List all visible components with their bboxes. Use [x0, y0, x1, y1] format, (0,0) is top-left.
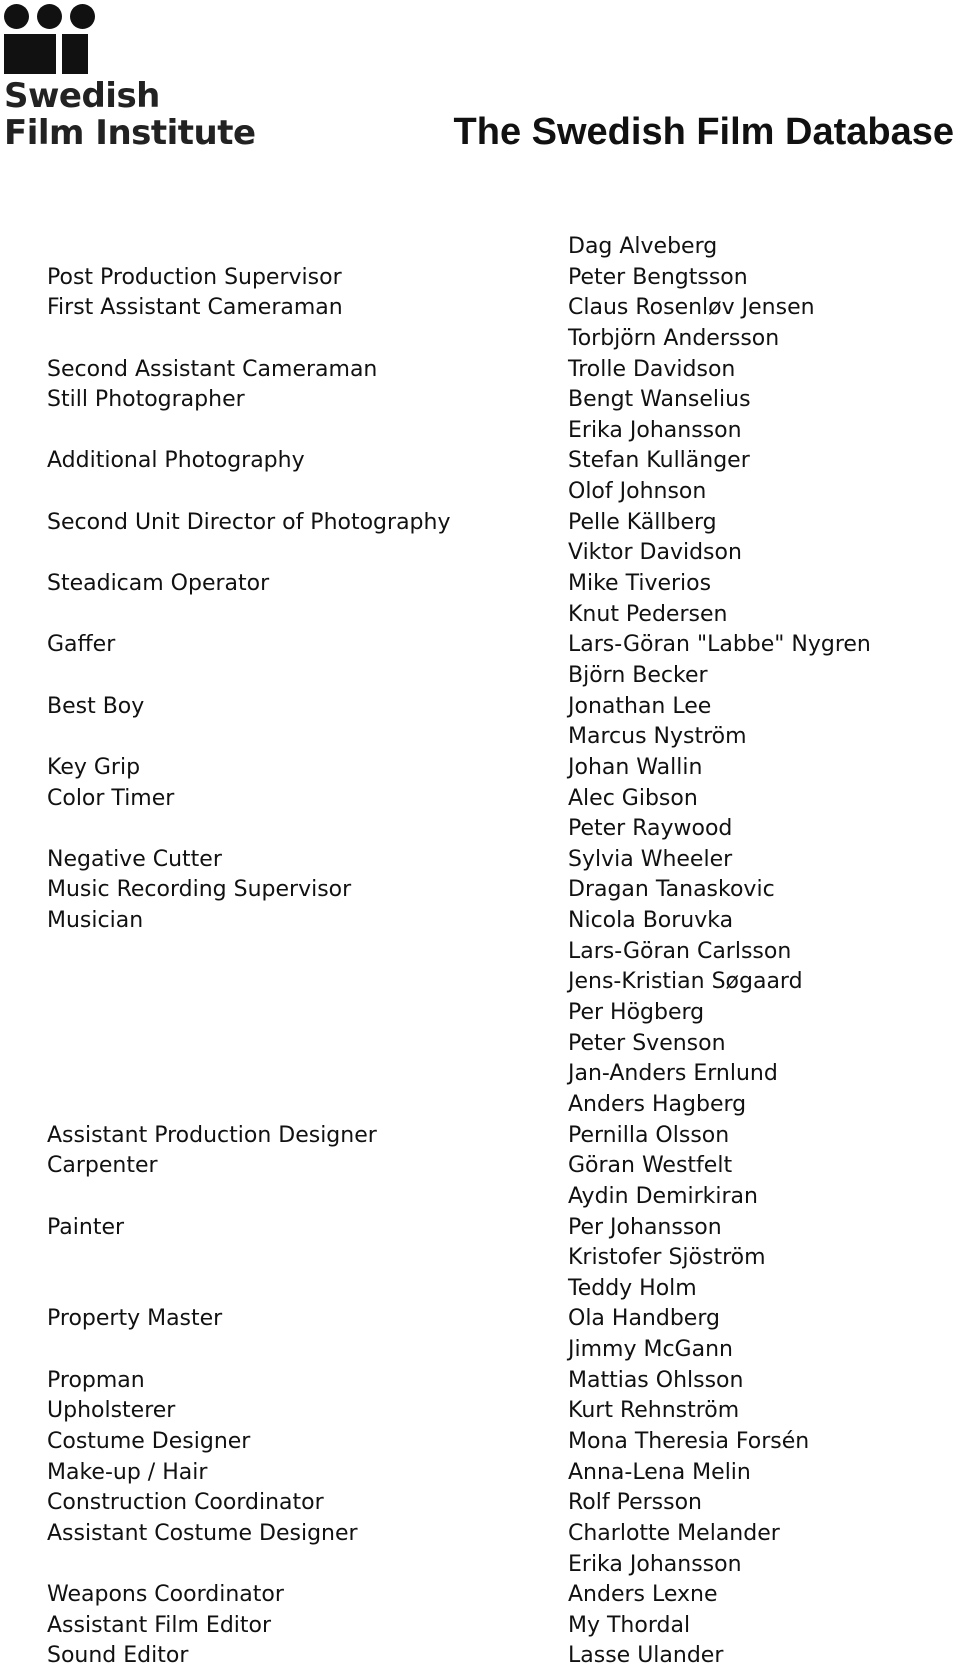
logo-mark: [4, 4, 96, 74]
credit-role: [47, 1029, 547, 1060]
credit-role: [47, 1550, 547, 1581]
credit-name: Erika Johansson: [568, 417, 742, 443]
credit-name: Marcus Nyström: [568, 724, 747, 750]
credit-role: [47, 538, 547, 569]
credit-name: Jan-Anders Ernlund: [568, 1061, 778, 1087]
credit-role: Propman: [47, 1367, 145, 1393]
credit-role: First Assistant Cameraman: [47, 295, 343, 321]
credit-role: Assistant Film Editor: [47, 1612, 272, 1638]
page-title: The Swedish Film Database: [453, 111, 954, 153]
credit-role: Painter: [47, 1214, 125, 1240]
credit-name: Jens-Kristian Søgaard: [568, 969, 803, 995]
credit-role: Make-up / Hair: [47, 1459, 208, 1485]
credit-role: Negative Cutter: [47, 846, 222, 872]
credit-name: Dragan Tanaskovic: [568, 877, 775, 903]
credit-role: [47, 1274, 547, 1305]
credit-role: [47, 232, 547, 263]
credit-name: Nicola Boruvka: [568, 908, 734, 934]
credit-name: Peter Raywood: [568, 816, 733, 842]
credit-name: Viktor Davidson: [568, 540, 742, 566]
credit-name: Mona Theresia Forsén: [568, 1428, 810, 1454]
credit-role: Sound Editor: [47, 1643, 189, 1669]
swedish-film-institute-logo: [4, 4, 256, 154]
credit-roles-column: [47, 232, 547, 1672]
credit-role: Post Production Supervisor: [47, 264, 342, 290]
credit-name: Göran Westfelt: [568, 1153, 733, 1179]
credit-name: Lars-Göran Carlsson: [568, 938, 792, 964]
credit-name: Dag Alveberg: [568, 234, 718, 259]
credit-role: Upholsterer: [47, 1398, 176, 1424]
credit-name: Mattias Ohlsson: [568, 1367, 744, 1393]
credit-name: Kurt Rehnström: [568, 1398, 740, 1424]
credit-name: Torbjörn Andersson: [568, 325, 780, 351]
credit-name: Erika Johansson: [568, 1551, 742, 1577]
credit-role: Construction Coordinator: [47, 1490, 324, 1516]
credit-role: [47, 1243, 547, 1274]
credit-role: [47, 967, 547, 998]
credit-role: Second Unit Director of Photography: [47, 509, 451, 535]
credit-name: Charlotte Melander: [568, 1520, 780, 1546]
credit-role: [47, 1090, 547, 1121]
credit-role: Assistant Production Designer: [47, 1122, 377, 1148]
credit-role: [47, 722, 547, 753]
credit-name: Trolle Davidson: [568, 356, 736, 382]
credit-names-column: [568, 232, 958, 1672]
credit-role: [47, 814, 547, 845]
credit-name: Lasse Ulander: [568, 1643, 724, 1669]
logo-line-2: Film Institute: [4, 113, 256, 153]
credit-role: Best Boy: [47, 693, 145, 719]
credit-role: [47, 937, 547, 968]
credit-role: [47, 1059, 547, 1090]
credit-name: Jonathan Lee: [568, 693, 712, 719]
logo-wordmark: [4, 78, 256, 152]
credit-name: Lars-Göran "Labbe" Nygren: [568, 632, 871, 658]
credit-role: [47, 416, 547, 447]
credit-name: Claus Rosenløv Jensen: [568, 295, 815, 321]
credit-name: Peter Bengtsson: [568, 264, 748, 290]
credit-name: Teddy Holm: [568, 1275, 697, 1301]
credit-name: Per Johansson: [568, 1214, 722, 1240]
credit-role: [47, 477, 547, 508]
credit-role: [47, 1335, 547, 1366]
credit-name: Stefan Kullänger: [568, 448, 750, 474]
credit-role: Assistant Costume Designer: [47, 1520, 358, 1546]
credit-role: Music Recording Supervisor: [47, 877, 352, 903]
credit-name: Alec Gibson: [568, 785, 698, 811]
credit-role: [47, 1182, 547, 1213]
credit-role: Color Timer: [47, 785, 175, 811]
credit-role: Second Assistant Cameraman: [47, 356, 378, 382]
credit-name: Peter Svenson: [568, 1030, 726, 1056]
credit-name: Anders Hagberg: [568, 1091, 747, 1117]
credit-role: [47, 998, 547, 1029]
credit-name: Kristofer Sjöström: [568, 1245, 766, 1271]
credit-role: Steadicam Operator: [47, 571, 270, 597]
credit-name: Bengt Wanselius: [568, 387, 751, 413]
credit-role: Property Master: [47, 1306, 223, 1332]
credit-name: Mike Tiverios: [568, 571, 712, 597]
credit-name: My Thordal: [568, 1612, 691, 1638]
credit-name: Anders Lexne: [568, 1582, 718, 1608]
logo-line-1: Swedish: [4, 76, 160, 116]
credit-name: Per Högberg: [568, 1000, 705, 1026]
credit-name: Anna-Lena Melin: [568, 1459, 751, 1485]
credit-role: Gaffer: [47, 632, 116, 658]
credit-name: Olof Johnson: [568, 479, 707, 505]
credit-role: Carpenter: [47, 1153, 158, 1179]
credit-role: Key Grip: [47, 754, 141, 780]
credit-name: Ola Handberg: [568, 1306, 720, 1332]
credit-name: Sylvia Wheeler: [568, 846, 733, 872]
credit-role: [47, 324, 547, 355]
credit-name: Pelle Källberg: [568, 509, 717, 535]
credit-role: [47, 600, 547, 631]
credit-role: Additional Photography: [47, 448, 305, 474]
credit-name: Pernilla Olsson: [568, 1122, 730, 1148]
credit-role: Musician: [47, 908, 144, 934]
credit-name: Johan Wallin: [568, 754, 703, 780]
credit-role: Weapons Coordinator: [47, 1582, 284, 1608]
credit-name: Aydin Demirkiran: [568, 1183, 758, 1209]
credit-role: [47, 661, 547, 692]
credit-role: Still Photographer: [47, 387, 245, 413]
credit-role: Costume Designer: [47, 1428, 251, 1454]
credit-name: Jimmy McGann: [568, 1337, 733, 1363]
credit-name: Björn Becker: [568, 662, 708, 688]
credit-name: Rolf Persson: [568, 1490, 702, 1516]
credit-name: Knut Pedersen: [568, 601, 728, 627]
